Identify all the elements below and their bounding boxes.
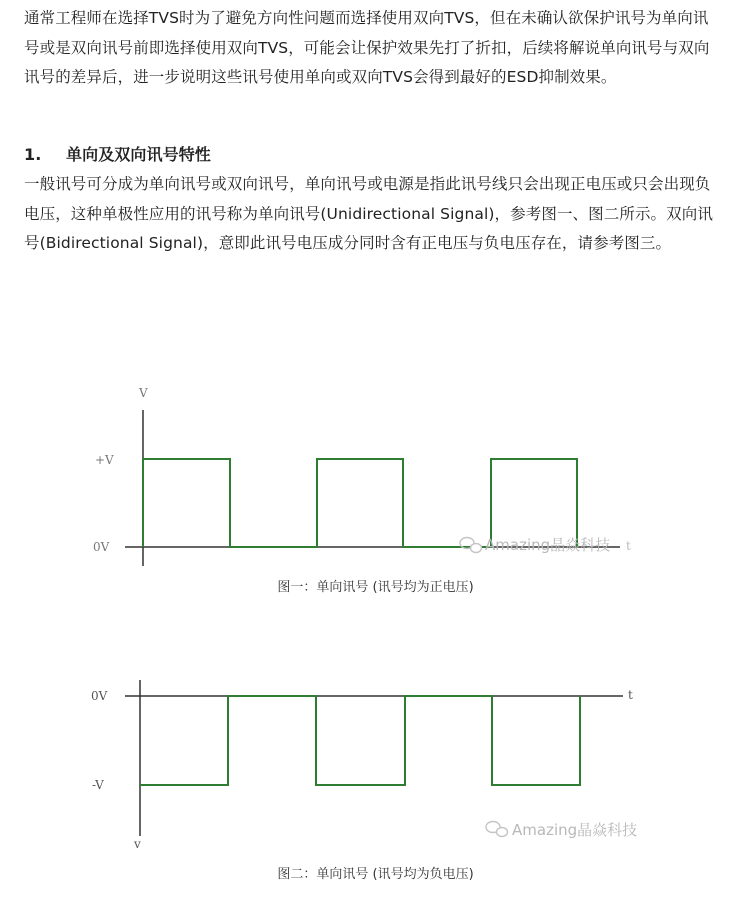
fig2-signal-waveform (140, 696, 580, 785)
section-number: 1. (24, 145, 42, 164)
figure-2-caption: 图二：单向讯号 (讯号均为负电压) (277, 867, 474, 882)
wechat-icon (460, 538, 482, 553)
section-title: 单向及双向讯号特性 (66, 145, 211, 164)
fig1-watermark (460, 536, 610, 554)
wechat-icon (486, 822, 508, 837)
fig1-level-high: +V (95, 453, 114, 467)
fig2-watermark-text: Amazing晶焱科技 (512, 821, 638, 839)
figure-1-caption: 图一：单向讯号 (讯号均为正电压) (277, 580, 474, 595)
fig2-level-top: 0V (91, 689, 108, 703)
figure-2 (0, 670, 751, 890)
fig1-t-label: t (626, 539, 631, 553)
fig2-y-axis-label: v (134, 837, 141, 851)
figure-1 (0, 370, 751, 600)
section-body: 一般讯号可分成为单向讯号或双向讯号，单向讯号或电源是指此讯号线只会出现正电压或只会出现负电压，这种单极性应用的讯号称为单向讯号(Unidirectional Signal)，参考图一、图二所示。双向讯号(Bidirectional Signal)，意即此讯号电压成分同时含有正电压与负电压存在，请参考图三。 (24, 175, 713, 252)
fig1-level-low: 0V (93, 540, 110, 554)
section-heading (24, 140, 714, 170)
fig2-t-label: t (628, 688, 633, 702)
fig2-watermark (486, 821, 637, 839)
figure-1-plot (0, 370, 751, 600)
intro-paragraph: 通常工程师在选择TVS时为了避免方向性问题而选择使用双向TVS，但在未确认欲保护讯号为单向讯号或是双向讯号前即选择使用双向TVS，可能会让保护效果先打了折扣，后续将解说单向讯号与双向讯号的差异后，进一步说明这些讯号使用单向或双向TVS会得到最好的ESD抑制效果。 (24, 9, 710, 86)
fig2-level-bottom: -V (92, 778, 104, 792)
fig1-watermark-text: Amazing晶焱科技 (485, 536, 611, 554)
fig1-signal-waveform (143, 459, 577, 547)
fig1-y-axis-label: V (139, 386, 148, 400)
figure-2-plot (0, 670, 751, 890)
